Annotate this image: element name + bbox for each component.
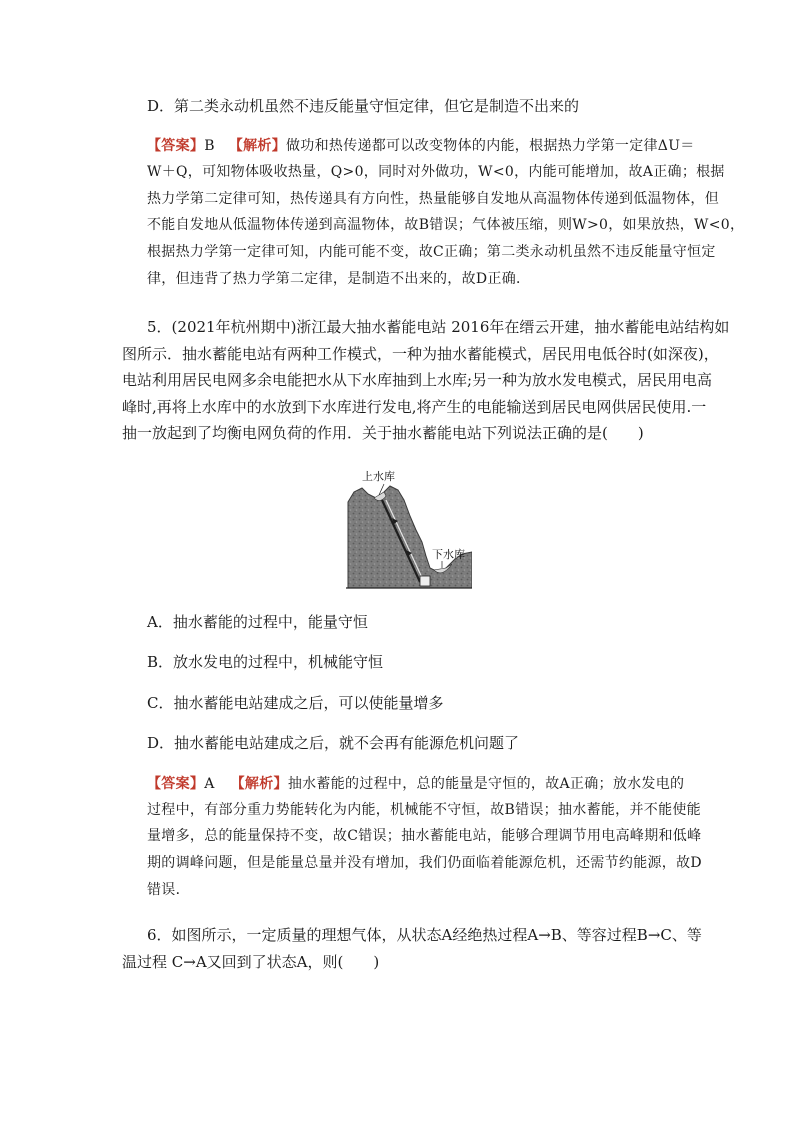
q5-answer-value: A — [204, 776, 215, 792]
mountain-shape — [348, 486, 472, 588]
q5-analysis-label: 【解析】 — [230, 776, 288, 792]
q5-stem-line: 峰时,再将上水库中的水放到下水库进行发电,将产生的电能输送到居民电网供居民使用.一 — [122, 398, 707, 416]
q4-analysis-line: 不能自发地从低温物体传递到高温物体，故B错误；气体被压缩，则W>0，如果放热，W<0， — [147, 217, 745, 233]
q5-analysis-line: 过程中，有部分重力势能转化为内能，机械能不守恒，故B错误；抽水蓄能，并不能使能 — [147, 802, 701, 818]
q4-analysis-line: 做功和热传递都可以改变物体的内能，根据热力学第一定律ΔU＝ — [286, 138, 695, 154]
q4-analysis-line: 热力学第二定律可知，热传递具有方向性，热量能够自发地从高温物体传递到低温物体，但 — [147, 191, 719, 207]
q5-answer-line-1 — [147, 774, 684, 794]
q5-stem-line: 电站利用居民电网多余电能把水从下水库抽到上水库;另一种为放水发电模式，居民用电高 — [122, 371, 713, 389]
q5-option-b: B．放水发电的过程中，机械能守恒 — [147, 653, 384, 671]
q4-analysis-line: W＋Q，可知物体吸收热量，Q>0，同时对外做功，W<0，内能可能增加，故A正确；根据 — [147, 164, 725, 180]
q5-analysis-line: 期的调峰问题，但是能量总量并没有增加，我们仍面临着能源危机，还需节约能源，故D — [147, 855, 702, 871]
q5-analysis-line: 抽水蓄能的过程中，总的能量是守恒的，故A正确；放水发电的 — [287, 776, 685, 792]
q4-answer-label: 【答案】 — [147, 138, 205, 154]
q6-stem-line: 6．如图所示，一定质量的理想气体，从状态A经绝热过程A→B、等容过程B→C、等 — [147, 926, 702, 944]
q5-stem-line: 图所示．抽水蓄能电站有两种工作模式，一种为抽水蓄能模式，居民用电低谷时(如深夜)， — [122, 345, 719, 363]
q5-option-d: D．抽水蓄能电站建成之后，就不会再有能源危机问题了 — [147, 734, 520, 752]
q5-option-a: A．抽水蓄能的过程中，能量守恒 — [147, 613, 368, 631]
lower-reservoir-label: 下水库 — [432, 548, 465, 561]
upper-reservoir-label: 上水库 — [362, 470, 395, 483]
q4-answer-line-1 — [147, 136, 695, 156]
q5-stem-line: 5．(2021年杭州期中)浙江最大抽水蓄能电站 2016年在缙云开建，抽水蓄能电站结构如 — [147, 318, 730, 336]
q5-analysis-line: 错误． — [147, 882, 190, 898]
q4-analysis-line: 根据热力学第一定律可知，内能可能不变，故C正确；第二类永动机虽然不违反能量守恒定 — [147, 244, 716, 260]
q4-answer-value: B — [204, 138, 215, 154]
q5-stem-line: 抽一放起到了均衡电网负荷的作用．关于抽水蓄能电站下列说法正确的是( ) — [122, 424, 644, 442]
q4-option-d: D．第二类永动机虽然不违反能量守恒定律，但它是制造不出来的 — [147, 97, 580, 115]
q6-stem-line: 温过程 C→A又回到了状态A，则( ) — [122, 953, 380, 971]
q5-analysis-line: 量增多，总的能量保持不变，故C错误；抽水蓄能电站，能够合理调节用电高峰期和低峰 — [147, 828, 702, 844]
pumped-storage-diagram — [346, 464, 472, 590]
q4-analysis-line: 律，但违背了热力学第二定律，是制造不出来的，故D正确． — [147, 271, 531, 287]
power-house — [420, 576, 430, 586]
q5-option-c: C．抽水蓄能电站建成之后，可以使能量增多 — [147, 694, 444, 712]
q4-analysis-label: 【解析】 — [228, 138, 286, 154]
q5-answer-label: 【答案】 — [147, 776, 205, 792]
